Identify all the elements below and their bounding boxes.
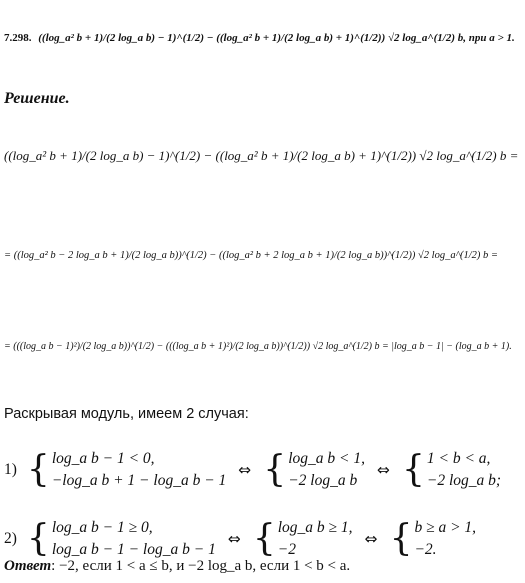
solution-heading: Решение. [4,90,70,107]
brace-icon: { [26,518,50,559]
case-1 [4,448,501,492]
brace-icon: { [26,449,50,490]
equivalence-icon: ⇔ [364,530,378,548]
case-1-system-c [402,448,501,492]
case-2 [4,517,476,561]
case-1-system-a [27,448,226,492]
problem-number: 7.298. [4,32,32,44]
answer [4,556,350,576]
solution-step-2: = ((log_a² b − 2 log_a b + 1)/(2 log_a b))^(1/2) − ((log_a² b + 2 log_a b + 1)/(2 log_a b))^(1/2)) √2 log_a^(1/2) b = [4,250,499,261]
case-2-system-b [253,517,353,561]
brace-icon: { [263,449,287,490]
case-1-a-line-2: −log_a b + 1 − log_a b − 1 [51,472,227,489]
case-2-a-line-1: log_a b − 1 ≥ 0, [51,519,153,536]
case-1-b-line-2: −2 log_a b [288,472,358,489]
case-2-b-line-2: −2 [277,541,296,558]
case-2-c-line-2: −2. [414,541,437,558]
solution-step-1: ((log_a² b + 1)/(2 log_a b) − 1)^(1/2) − ((log_a² b + 1)/(2 log_a b) + 1)^(1/2)) √2 log_a^(1/2) b = [4,148,519,163]
case-2-b-line-1: log_a b ≥ 1, [277,519,353,536]
cases-intro: Раскрывая модуль, имеем 2 случая: [4,406,249,422]
case-1-c-line-1: 1 < b < a, [426,450,491,467]
answer-text: : −2, если 1 < a ≤ b, и −2 log_a b, если 1 < b < a. [51,558,351,574]
case-1-label: 1) [4,461,17,478]
answer-label: Ответ [4,558,52,574]
case-1-c-line-2: −2 log_a b; [426,472,502,489]
brace-icon: { [252,518,276,559]
problem-statement [4,28,515,48]
brace-icon: { [401,449,425,490]
case-2-a-line-2: log_a b − 1 − log_a b − 1 [51,541,216,558]
case-2-system-c [390,517,477,561]
case-1-a-line-1: log_a b − 1 < 0, [51,450,155,467]
equivalence-icon: ⇔ [227,530,241,548]
case-1-system-b [263,448,365,492]
problem-expression: ((log_a² b + 1)/(2 log_a b) − 1)^(1/2) − ((log_a² b + 1)/(2 log_a b) + 1)^(1/2)) √2 log_a^(1/2) b, при a > 1. [38,32,515,44]
solution-step-3: = (((log_a b − 1)²)/(2 log_a b))^(1/2) − (((log_a b + 1)²)/(2 log_a b))^(1/2)) √2 log_a^(1/2) b = |log_a b − 1| − (log_a b + 1). [4,341,512,352]
equivalence-icon: ⇔ [238,461,252,479]
case-2-system-a [27,517,216,561]
case-1-b-line-1: log_a b < 1, [288,450,365,467]
case-2-label: 2) [4,530,17,547]
brace-icon: { [389,518,413,559]
equivalence-icon: ⇔ [376,461,390,479]
case-2-c-line-1: b ≥ a > 1, [414,519,477,536]
